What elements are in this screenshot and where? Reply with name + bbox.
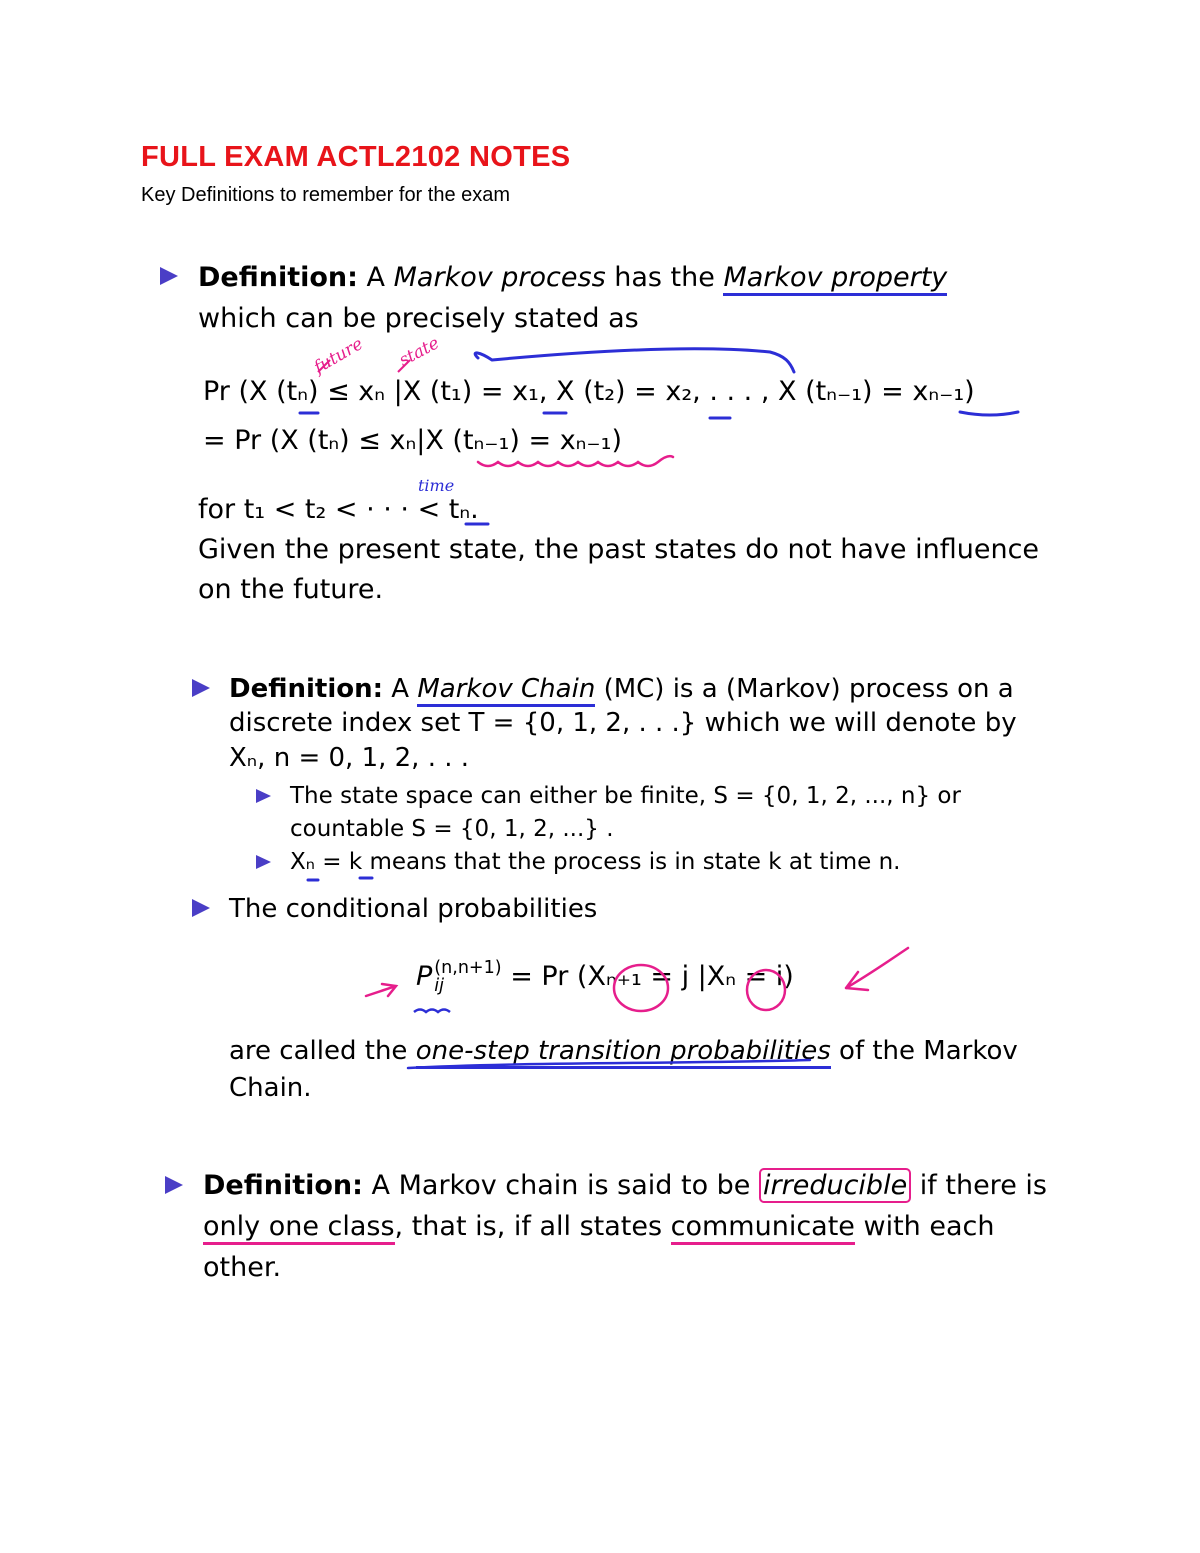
def1-line1 xyxy=(198,264,947,291)
def2-transition-equation xyxy=(416,960,794,995)
bullet-triangle-icon xyxy=(192,679,210,697)
def2-bullet1-a: The state space can either be finite, S = {0, 1, 2, ..., n} or xyxy=(290,783,961,809)
def3-line3: other. xyxy=(203,1252,282,1283)
def2-line1 xyxy=(229,676,1014,702)
bullet-triangle-icon xyxy=(256,855,271,869)
def2-after-term: one-step transition probabilities xyxy=(416,1036,831,1069)
handwritten-state: state xyxy=(395,333,443,371)
eq-superscript: (n,n+1) xyxy=(434,958,502,978)
annotation-blue-arc xyxy=(475,349,794,372)
def1-label: Definition: xyxy=(198,262,358,293)
def1-intro: A xyxy=(366,262,386,293)
def1-explain-2: on the future. xyxy=(198,574,384,605)
def2-after-line1 xyxy=(229,1038,1018,1064)
eq-rhs: = Pr (Xₙ₊₁ = j |Xₙ = i) xyxy=(510,961,794,993)
eq-subscript: ij xyxy=(434,975,445,996)
bullet-triangle-icon xyxy=(160,267,178,285)
def3-text4: with each xyxy=(863,1211,995,1242)
page-title: FULL EXAM ACTL2102 NOTES xyxy=(141,141,571,173)
def2-rest: (MC) is a (Markov) process on a xyxy=(603,674,1014,704)
def1-term: Markov process xyxy=(393,262,606,293)
def2-after-post: of the Markov xyxy=(839,1036,1018,1066)
def1-property: Markov property xyxy=(723,262,947,296)
def2-bullet2: Xₙ = k means that the process is in state k at time n. xyxy=(290,849,901,875)
def1-has-the: has the xyxy=(614,262,715,293)
page-subtitle: Key Definitions to remember for the exam xyxy=(141,184,511,206)
def1-equation-2: = Pr (X (tₙ) ≤ xₙ|X (tₙ₋₁) = xₙ₋₁) xyxy=(203,425,623,456)
annotation-pink-arrow xyxy=(366,984,396,996)
def2-line3: Xₙ, n = 0, 1, 2, . . . xyxy=(229,743,470,773)
def3-label: Definition: xyxy=(203,1170,363,1201)
def1-equation-1: Pr (X (tₙ) ≤ xₙ |X (t₁) = x₁, X (t₂) = x₂, . . . , X (tₙ₋₁) = xₙ₋₁) xyxy=(203,376,975,407)
def2-bullet1-b: countable S = {0, 1, 2, ...} . xyxy=(290,816,614,842)
def2-bullet3: The conditional probabilities xyxy=(229,894,598,924)
def3-line2 xyxy=(203,1213,995,1240)
bullet-triangle-icon xyxy=(192,899,210,917)
bullet-triangle-icon xyxy=(165,1176,183,1194)
def3-term3: communicate xyxy=(671,1211,855,1245)
annotation-blue-mark xyxy=(960,412,1018,415)
def2-after-line2: Chain. xyxy=(229,1073,312,1103)
handwritten-future: future xyxy=(310,334,367,378)
def2-intro: A xyxy=(391,674,410,704)
handwritten-time: time xyxy=(418,476,455,495)
def3-text2: if there is xyxy=(919,1170,1047,1201)
def3-term2: only one class xyxy=(203,1211,395,1245)
def3-line1 xyxy=(203,1172,1047,1199)
def2-label: Definition: xyxy=(229,674,384,704)
def3-term: irreducible xyxy=(759,1168,911,1203)
annotation-pink-squiggle xyxy=(478,456,673,466)
annotation-blue-squiggle xyxy=(414,1010,450,1013)
annotation-pink-arrow xyxy=(846,948,908,990)
def1-line2: which can be precisely stated as xyxy=(198,303,639,334)
def2-line2: discrete index set T = {0, 1, 2, . . .} which we will denote by xyxy=(229,708,1017,738)
def3-text3: , that is, if all states xyxy=(394,1211,663,1242)
def3-text1: A Markov chain is said to be xyxy=(371,1170,751,1201)
eq-p: P xyxy=(416,961,433,993)
def2-after-pre: are called the xyxy=(229,1036,408,1066)
def1-condition: for t₁ < t₂ < · · · < tₙ. xyxy=(198,494,479,525)
def2-term: Markov Chain xyxy=(417,674,595,707)
bullet-triangle-icon xyxy=(256,789,271,803)
def1-explain-1: Given the present state, the past states do not have influence xyxy=(198,534,1040,565)
